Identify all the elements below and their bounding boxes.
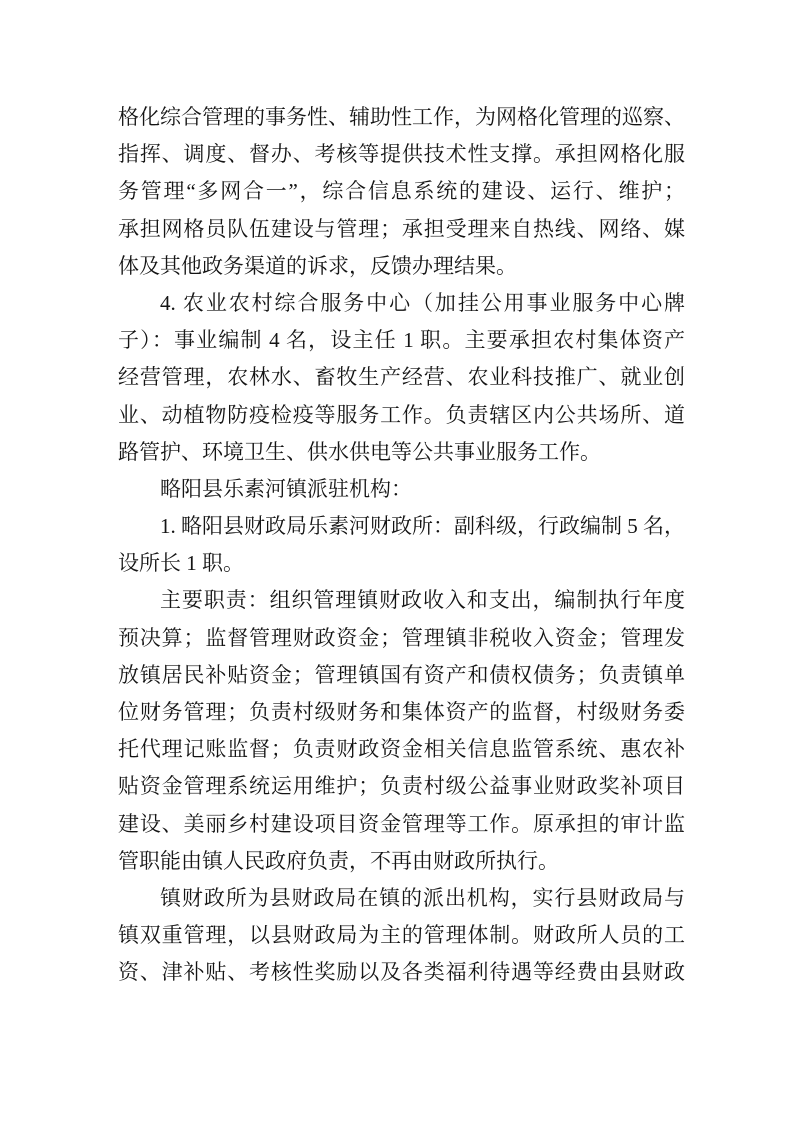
text-line: 资、津补贴、考核性奖励以及各类福利待遇等经费由县财政 [118, 960, 685, 985]
text-line: 业、动植物防疫检疫等服务工作。负责辖区内公共场所、道 [118, 402, 685, 427]
text-line: 设所长 1 职。 [118, 551, 244, 576]
text-line: 镇财政所为县财政局在镇的派出机构，实行县财政局与 [160, 885, 685, 910]
text-line: 承担网格员队伍建设与管理；承担受理来自热线、网络、媒 [118, 216, 685, 241]
text-line: 经营管理，农林水、畜牧生产经营、农业科技推广、就业创 [118, 365, 685, 390]
text-line: 贴资金管理系统运用维护；负责村级公益事业财政奖补项目 [118, 774, 685, 799]
text-line: 管职能由镇人民政府负责，不再由财政所执行。 [118, 848, 559, 873]
text-line: 略阳县乐素河镇派驻机构： [160, 476, 412, 501]
text-line: 4. 农业农村综合服务中心（加挂公用事业服务中心牌 [160, 290, 685, 315]
text-line: 体及其他政务渠道的诉求，反馈办理结果。 [118, 253, 517, 278]
text-line: 务管理“多网合一”，综合信息系统的建设、运行、维护； [118, 179, 685, 204]
text-line: 托代理记账监督；负责财政资金相关信息监管系统、惠农补 [118, 737, 685, 762]
document-text-block [118, 99, 685, 992]
text-line: 建设、美丽乡村建设项目资金管理等工作。原承担的审计监 [118, 811, 685, 836]
text-line: 镇双重管理，以县财政局为主的管理体制。财政所人员的工 [118, 923, 685, 948]
text-line: 指挥、调度、督办、考核等提供技术性支撑。承担网格化服 [118, 142, 685, 167]
text-line: 预决算；监督管理财政资金；管理镇非税收入资金；管理发 [118, 625, 685, 650]
text-line: 格化综合管理的事务性、辅助性工作，为网格化管理的巡察、 [118, 105, 685, 129]
text-line: 路管护、环境卫生、供水供电等公共事业服务工作。 [118, 439, 601, 464]
text-line: 主要职责：组织管理镇财政收入和支出，编制执行年度 [160, 588, 685, 613]
text-line: 1. 略阳县财政局乐素河财政所：副科级，行政编制 5 名， [160, 514, 685, 539]
text-line: 位财务管理；负责村级财务和集体资产的监督，村级财务委 [118, 700, 685, 724]
text-line: 放镇居民补贴资金；管理镇国有资产和债权债务；负责镇单 [118, 662, 685, 687]
text-line: 子）：事业编制 4 名，设主任 1 职。主要承担农村集体资产 [118, 328, 685, 353]
